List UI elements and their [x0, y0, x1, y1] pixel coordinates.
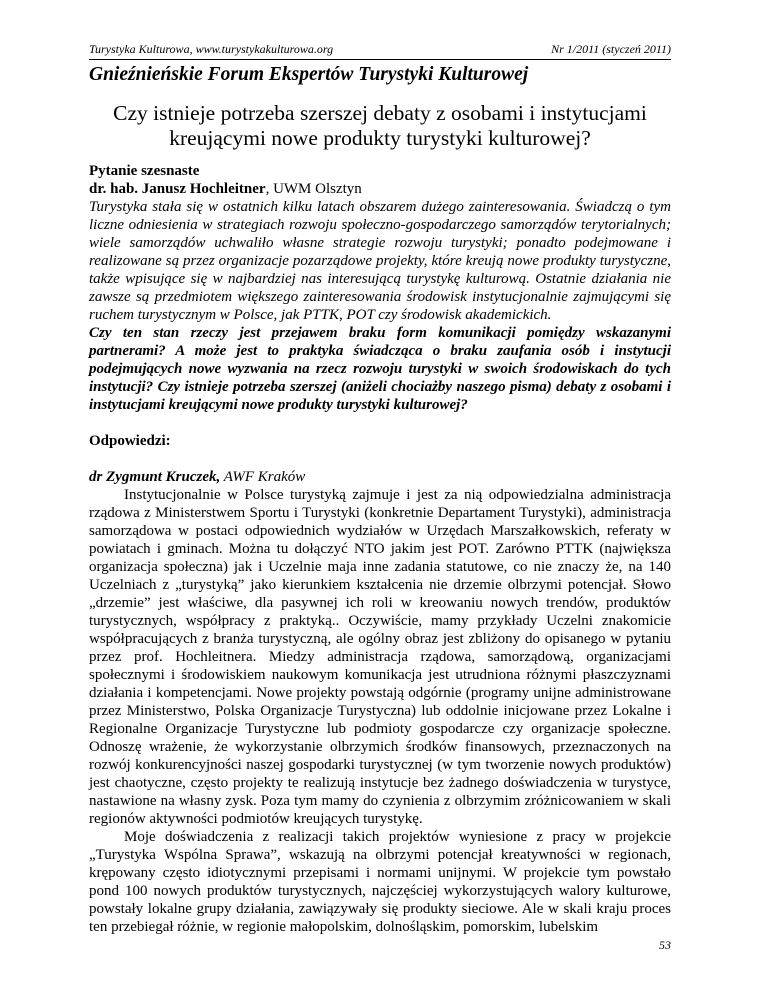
question-author-affiliation: , UWM Olsztyn — [265, 181, 362, 197]
header-issue: Nr 1/2011 (styczeń 2011) — [551, 42, 671, 56]
answer-author-affiliation: AWF Kraków — [220, 469, 306, 485]
header-journal: Turystyka Kulturowa, www.turystykakulturowa.org — [89, 42, 334, 56]
answers-label: Odpowiedzi: — [89, 433, 171, 449]
article-body — [89, 162, 671, 936]
question-label: Pytanie szesnaste — [89, 163, 200, 179]
question-author — [89, 180, 671, 198]
question-intro: Turystyka stała się w ostatnich kilku latach obszarem dużego zainteresowania. Świadczą o tym liczne odniesienia w strategiach rozwoju społeczno-gospodarczego samorządów terytorialnych; wiele samorządów uchwaliło własne strategie rozwoju turystyki; ponadto podejmowane i realizowane są przez organizacje pozarządowe projekty, które kreują nowe produkty turystyczne, także wpisujące się w najbardziej nas interesującą turystykę kulturową. Ostatnie działania nie zawsze są przedmiotem większego zainteresowania środowisk instytucjonalnie zajmującymi się ruchem turystycznym w Polsce, jak PTTK, POT czy środowisk akademickich. — [89, 199, 671, 323]
question-text: Czy ten stan rzeczy jest przejawem braku form komunikacji pomiędzy wskazanymi partnerami? A może jest to praktyka świadcząca o braku zaufania osób i instytucji podejmujących nowe wyzwania na rzecz rozwoju turystyki w swoich środowiskach do tych instytucji? Czy istnieje potrzeba szerszej (aniżeli chociażby naszego pisma) debaty z osobami i instytucjami kreującymi nowe produkty turystyki kulturowej? — [89, 325, 671, 413]
page-number: 53 — [659, 938, 671, 952]
answer-paragraph-1: Instytucjonalnie w Polsce turystyką zajmuje i jest za nią odpowiedzialna administracja rządowa z Ministerstwem Sportu i Turystyki (konkretnie Departament Turystyki), administracja samorządowa w postaci odpowiednich wydziałów w Urzędach Marszałkowskich, referaty w powiatach i gminach. Można tu dołączyć NTO jakim jest POT. Zarówno PTTK (największa organizacja społeczna) jak i Uczelnie maja inne zadania statutowe, co nie znaczy że, na 140 Uczelniach z „turystyką” jako kierunkiem kształcenia nie drzemie olbrzymi potencjał. Słowo „drzemie” jest właściwe, dla pasywnej ich roli w kreowaniu nowych trendów, produktów turystycznych, współpracy z praktyką.. Oczywiście, mamy przykłady Uczelni znakomicie współpracujących z branża turystyczną, ale ogólny obraz jest zbliżony do opisanego w pytaniu przez prof. Hochleitnera. Miedzy administracja rządowa, samorządową, organizacjami społecznymi i środowiskiem naukowym komunikacja jest utrudniona różnymi płaszczyznami działania i kompetencjami. Nowe projekty powstają odgórnie (programy unijne administrowane przez Ministerstwo, Polska Organizacje Turystyczna) lub oddolnie inicjowane przez Lokalne i Regionalne Organizacje Turystyczne lub podmioty gospodarcze czy organizacje społeczne. Odnoszę wrażenie, że wykorzystanie olbrzymich środków finansowych, przeznaczonych na rozwój konkurencyjności naszej gospodarki turystycznej (w tym tworzenie nowych produktów) jest chaotyczne, często projekty te realizują instytucje bez żadnego doświadczenia w turystyce, nastawione na własny zysk. Poza tym mamy do czynienia z olbrzymim zróżnicowaniem w skali regionów aktywności podmiotów kreujących turystykę. — [89, 487, 671, 827]
main-title: Czy istnieje potrzeba szerszej debaty z osobami i instytucjami kreującymi nowe produkty turystyki kulturowej? — [113, 101, 647, 150]
forum-title: Gnieźnieńskie Forum Ekspertów Turystyki Kulturowej — [89, 64, 529, 85]
question-author-name: dr. hab. Janusz Hochleitner — [89, 181, 266, 197]
spacer — [89, 450, 671, 468]
running-header — [89, 42, 671, 60]
answer-paragraph-2: Moje doświadczenia z realizacji takich projektów wyniesione z pracy w projekcie „Turystyka Wspólna Sprawa”, wskazują na olbrzymi potencjał kreatywności w regionach, krępowany często idiotycznymi przepisami i normami unijnymi. W projekcie tym powstało pond 100 nowych produktów turystycznych, najczęściej wykorzystujących walory kulturowe, powstały lokalne grupy działania, zawiązywały się produkty sieciowe. Ale w skali kraju proces ten przebiegał różnie, w regionie małopolskim, dolnośląskim, pomorskim, lubelskim — [89, 829, 671, 935]
answer-author-name: dr Zygmunt Kruczek, — [89, 469, 221, 485]
spacer — [89, 414, 671, 432]
answer-author — [89, 468, 671, 486]
